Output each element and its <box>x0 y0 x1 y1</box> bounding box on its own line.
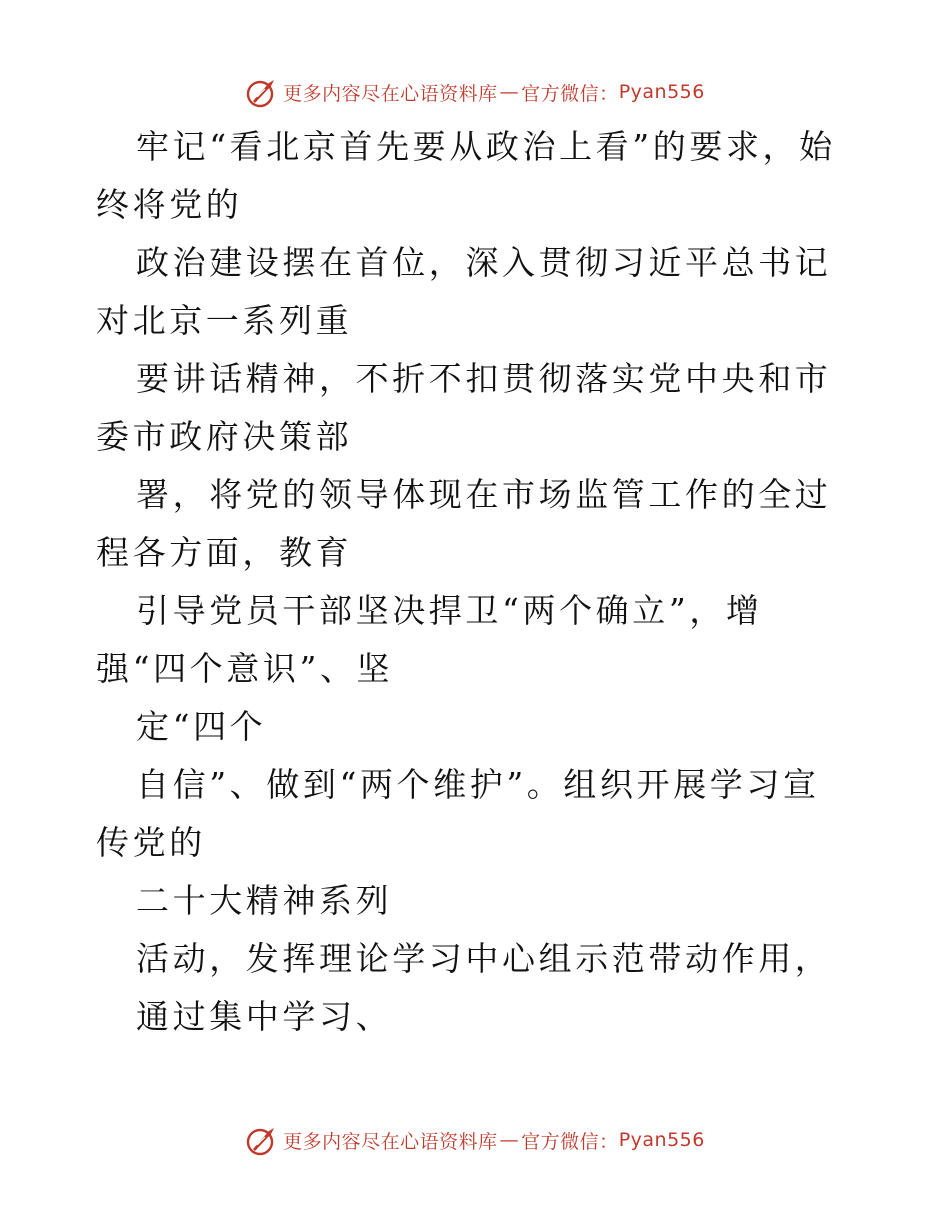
paragraph: 要讲话精神，不折不扣贯彻落实党中央和市委市政府决策部 <box>96 359 832 456</box>
paragraph: 活动，发挥理论学习中心组示范带动作用， <box>136 939 832 978</box>
document-body <box>96 118 856 1046</box>
watermark-text: 更多内容尽在心语资料库 <box>283 82 498 105</box>
header-watermark <box>0 72 950 112</box>
wechat-label: 官方微信： <box>521 82 619 105</box>
paragraph: 定“四个 <box>136 707 267 746</box>
watermark-separator: — <box>499 1129 520 1151</box>
paragraph: 政治建设摆在首位，深入贯彻习近平总书记对北京一系列重 <box>96 243 832 340</box>
wechat-id: Pyan556 <box>618 1129 705 1151</box>
footer-watermark <box>0 1120 950 1160</box>
paragraph: 通过集中学习、 <box>136 997 393 1036</box>
watermark-text: 更多内容尽在心语资料库 <box>283 1130 498 1153</box>
wechat-id: Pyan556 <box>618 81 705 103</box>
quill-pen-logo-icon <box>245 1123 279 1157</box>
watermark-separator: — <box>499 81 520 103</box>
paragraph: 牢记“看北京首先要从政治上看”的要求，始终将党的 <box>96 127 836 224</box>
wechat-label: 官方微信： <box>521 1130 619 1153</box>
quill-pen-logo-icon <box>245 75 279 109</box>
paragraph: 署，将党的领导体现在市场监管工作的全过程各方面，教育 <box>96 475 832 572</box>
paragraph: 二十大精神系列 <box>136 881 393 920</box>
paragraph: 引导党员干部坚决捍卫“两个确立”，增强“四个意识”、坚 <box>96 591 763 688</box>
paragraph: 自信”、做到“两个维护”。组织开展学习宣传党的 <box>96 765 820 862</box>
